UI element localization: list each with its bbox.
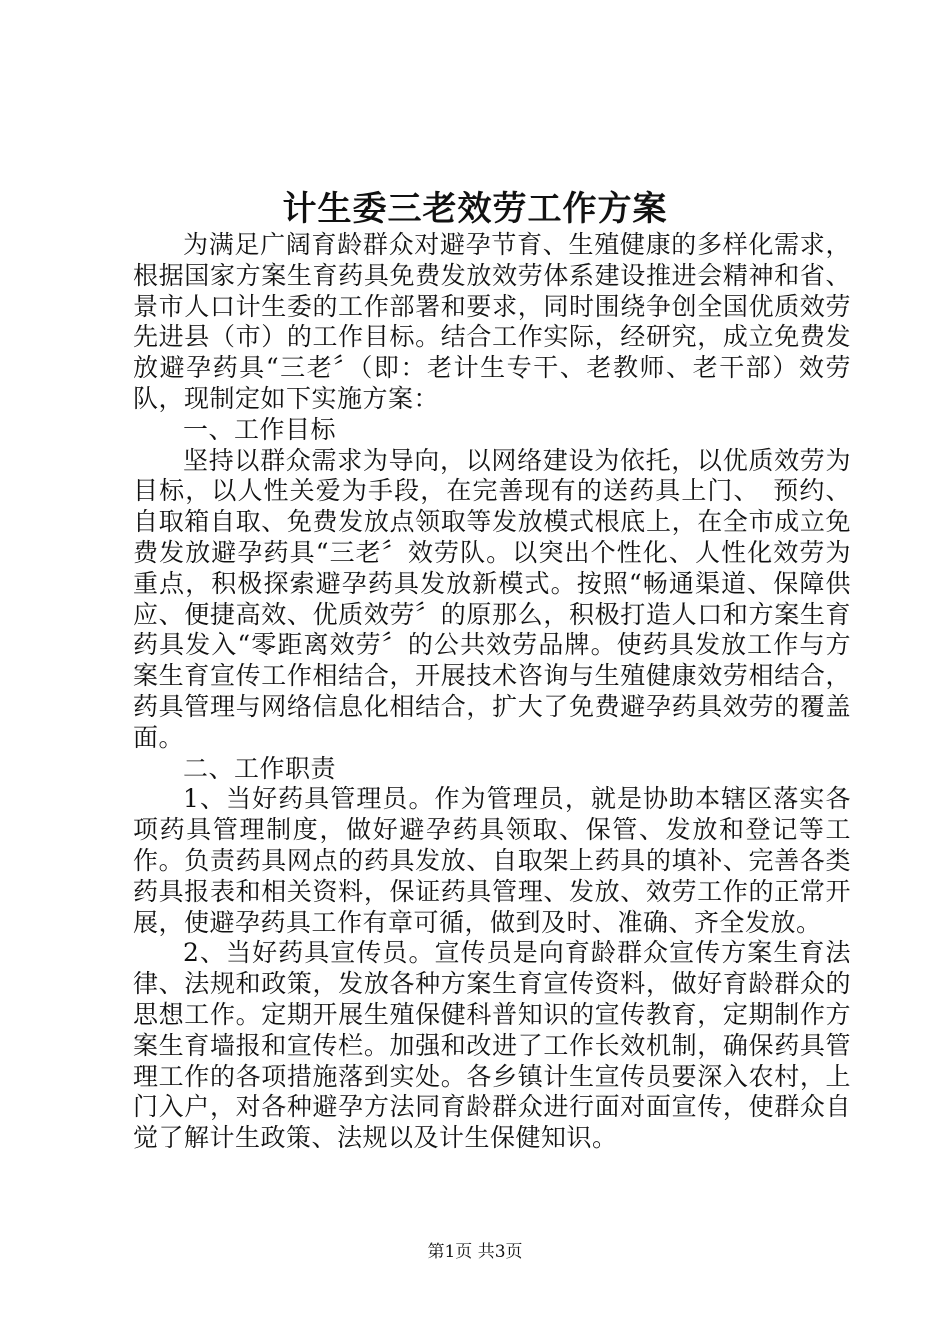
document-title: 计生委三老效劳工作方案 [282, 189, 668, 229]
goals-paragraph: 坚持以群众需求为导向，以网络建设为依托，以优质效劳为目标，以人性关爱为手段，在完善现有的送药具上门、 预约、自取箱自取、免费发放点领取等发放模式根底上，在全市成立免费发放避孕药具“三老〞效劳队。以突出个性化、人性化效劳为重点，积极探索避孕药具发放新模式。按照“畅通渠道、保障供应、便捷高效、优质效劳〞的原那么，积极打造人口和方案生育药具发入“零距离效劳〞的公共效劳品牌。使药具发放工作与方案生育宣传工作相结合，开展技术咨询与生殖健康效劳相结合，药具管理与网络信息化相结合，扩大了免费避孕药具效劳的覆盖面。 [133, 445, 851, 752]
duty-item-publicist: 2、当好药具宣传员。宣传员是向育龄群众宣传方案生育法律、法规和政策，发放各种方案生育宣传资料，做好育龄群众的思想工作。定期开展生殖保健科普知识的宣传教育，定期制作方案生育墙报和宣传栏。加强和改进了工作长效机制，确保药具管理工作的各项措施落到实处。各乡镇计生宣传员要深入农村，上门入户，对各种避孕方法同育龄群众进行面对面宣传，使群众自觉了解计生政策、法规以及计生保健知识。 [133, 938, 851, 1153]
page-number-footer: 第1页 共3页 [427, 1242, 523, 1262]
section-heading-goals: 一、工作目标 [183, 414, 337, 444]
section-heading-duties: 二、工作职责 [183, 753, 337, 783]
intro-paragraph: 为满足广阔育龄群众对避孕节育、生殖健康的多样化需求，根据国家方案生育药具免费发放效劳体系建设推进会精神和省、景市人口计生委的工作部署和要求，同时围绕争创全国优质效劳先进县（市）的工作目标。结合工作实际，经研究，成立免费发放避孕药具“三老〞（即：老计生专干、老教师、老干部）效劳队，现制定如下实施方案： [133, 230, 851, 413]
document-body [133, 230, 851, 1154]
duty-item-manager: 1、当好药具管理员。作为管理员，就是协助本辖区落实各项药具管理制度，做好避孕药具领取、保管、发放和登记等工作。负责药具网点的药具发放、自取架上药具的填补、完善各类药具报表和相关资料，保证药具管理、发放、效劳工作的正常开展，使避孕药具工作有章可循，做到及时、准确、齐全发放。 [133, 784, 851, 937]
